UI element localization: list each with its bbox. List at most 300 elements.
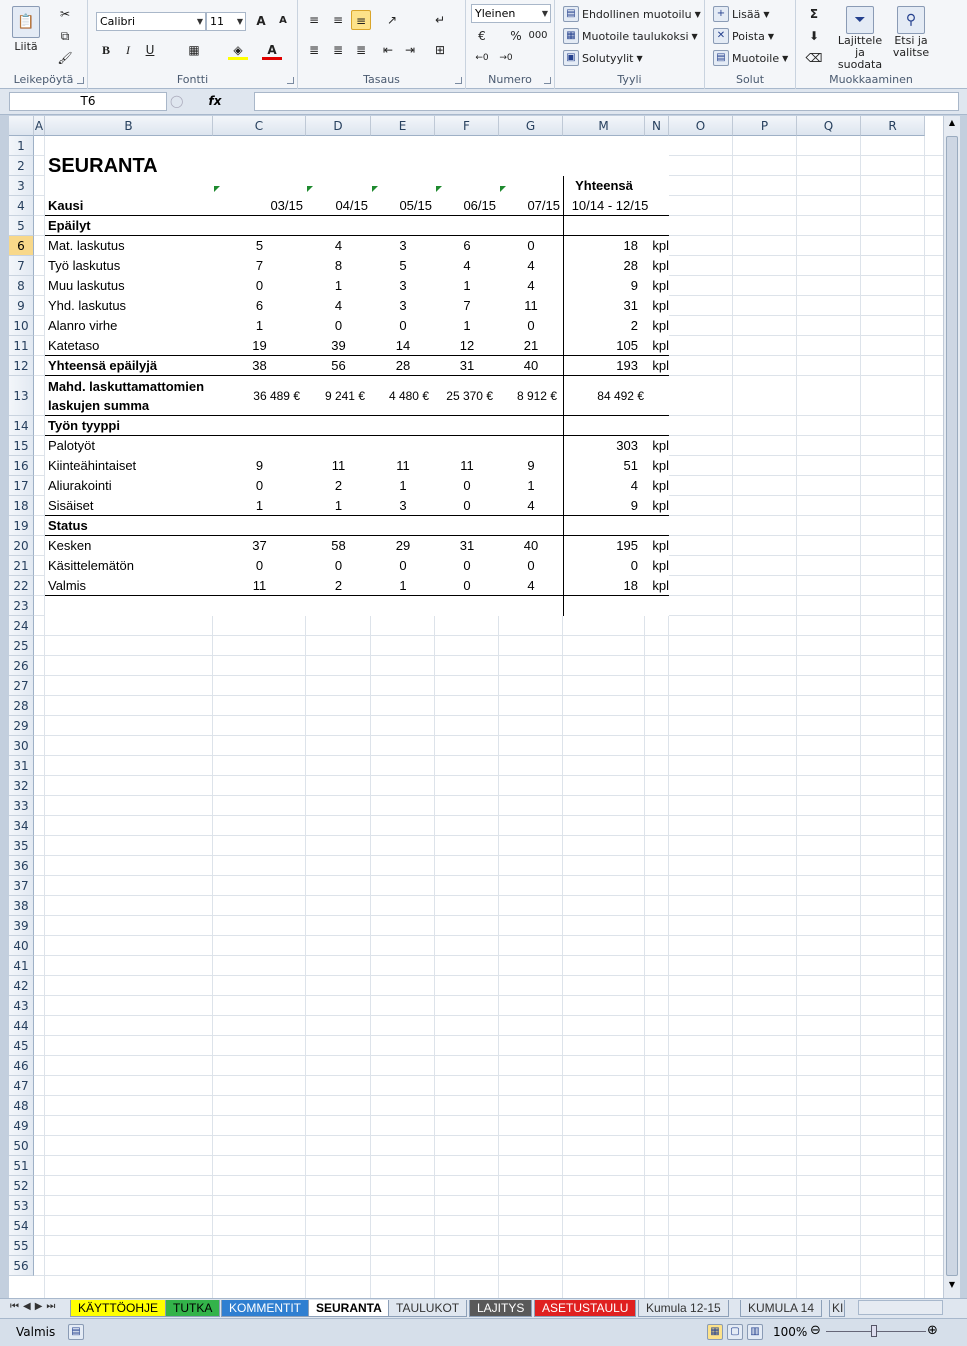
data-row-value[interactable]: 6 [463,238,471,253]
column-header-g[interactable]: G [499,116,563,136]
row-header[interactable]: 35 [9,836,34,856]
data-row-value[interactable]: 39 [331,338,346,353]
data-row-value[interactable]: 9 [255,458,264,473]
data-row-value[interactable]: 6 [255,298,264,313]
data-row-total[interactable]: 9 [630,498,638,513]
fill-icon[interactable]: ⬇ [808,29,820,43]
unit-label[interactable]: kpl [652,478,669,493]
period-header[interactable]: 04/15 [335,198,368,213]
row-header[interactable]: 18 [9,496,34,516]
data-row-value[interactable]: 3 [399,278,407,293]
data-row-value[interactable] [502,436,560,456]
row-header[interactable]: 21 [9,556,34,576]
data-row-value[interactable]: 1 [255,318,264,333]
row-header[interactable]: 54 [9,1216,34,1236]
row-header[interactable]: 7 [9,256,34,276]
thousands-button[interactable]: 000 [528,30,548,41]
row-header[interactable]: 52 [9,1176,34,1196]
gridline [34,1175,943,1176]
row-header[interactable]: 32 [9,776,34,796]
row-header[interactable]: 19 [9,516,34,536]
data-row-total[interactable]: 303 [616,438,638,453]
macro-record-icon[interactable]: ▤ [68,1324,84,1340]
data-row-label[interactable]: Alanro virhe [48,318,118,333]
data-row-value[interactable]: 0 [463,558,471,573]
scroll-down-icon[interactable]: ▼ [948,1280,956,1289]
alignment-dialog-launcher[interactable] [455,77,462,84]
data-row-label[interactable]: Valmis [48,578,87,593]
unbilled-value[interactable]: 4 480 € [388,389,429,403]
data-row-value[interactable]: 3 [399,298,407,313]
tab-taulukot[interactable]: TAULUKOT [388,1300,467,1317]
total-header[interactable]: Yhteensä [575,178,633,193]
data-row-label[interactable]: Kesken [48,538,92,553]
data-row-label[interactable]: Mat. laskutus [48,238,125,253]
align-top-icon[interactable]: ≡ [308,13,320,27]
total-row-value[interactable]: 56 [331,358,346,373]
total-row-label[interactable]: Yhteensä epäilyjä [48,358,158,373]
unit-label[interactable]: kpl [652,578,669,593]
data-row-value[interactable]: 0 [255,478,264,493]
row-header[interactable]: 4 [9,196,34,216]
tab-seuranta[interactable]: SEURANTA [308,1300,390,1317]
total-row-value[interactable]: 28 [395,358,411,373]
data-row-value[interactable]: 0 [255,278,264,293]
tab-lajitys[interactable]: LAJITYS [469,1300,532,1317]
total-row-total[interactable]: 193 [616,358,638,373]
data-row-value[interactable]: 4 [527,278,535,293]
row-header[interactable]: 6 [9,236,34,256]
row-header[interactable]: 14 [9,416,34,436]
conditional-formatting-button[interactable]: ▤ Ehdollinen muotoilu ▼ [563,6,701,22]
borders-icon[interactable]: ▦ [188,43,200,57]
data-row-value[interactable]: 29 [395,538,411,553]
name-box[interactable]: T6 [9,92,167,111]
font-color-icon[interactable]: A [262,40,282,60]
row-header[interactable]: 34 [9,816,34,836]
data-row-value[interactable]: 1 [255,498,264,513]
column-header-f[interactable]: F [435,116,499,136]
cell-styles-button[interactable]: ▣ Solutyylit ▼ [563,50,643,66]
data-row-value[interactable]: 0 [334,318,343,333]
section-title[interactable]: Epäilyt [48,218,91,233]
clipboard-dialog-launcher[interactable] [77,77,84,84]
paste-label: Liitä [14,40,38,53]
row-header[interactable]: 39 [9,916,34,936]
period-header[interactable]: 07/15 [527,198,560,213]
row-header[interactable]: 44 [9,1016,34,1036]
data-row-value[interactable]: 4 [527,498,535,513]
horizontal-scrollbar[interactable] [858,1300,943,1315]
row-header[interactable]: 12 [9,356,34,376]
percent-button[interactable]: % [510,29,522,43]
page-break-icon[interactable]: ▥ [747,1324,763,1340]
gridline [34,1275,943,1276]
data-row-value[interactable]: 1 [399,578,407,593]
unbilled-total[interactable]: 84 492 € [597,389,644,403]
section-title[interactable]: Status [48,518,88,533]
insert-function-button[interactable] [170,92,252,111]
column-header-n[interactable]: N [645,116,669,136]
data-row-label[interactable]: Työ laskutus [48,258,121,273]
data-row-value[interactable]: 0 [463,578,471,593]
row-header[interactable]: 55 [9,1236,34,1256]
table-icon: ▦ [563,28,579,44]
row-header[interactable]: 8 [9,276,34,296]
data-row-value[interactable]: 5 [255,238,264,253]
data-row-value[interactable] [309,436,368,456]
format-cells-button[interactable]: ▤ Muotoile ▼ [713,50,788,66]
column-header-r[interactable]: R [861,116,925,136]
worksheet-grid[interactable] [9,116,943,1298]
underline-button[interactable]: U [145,43,155,57]
total-row-value[interactable]: 38 [252,358,267,373]
increase-indent-icon[interactable]: ⇥ [404,43,416,57]
shrink-font-icon[interactable]: A [279,15,287,26]
unbilled-value[interactable]: 8 912 € [516,389,557,403]
data-row-value[interactable]: 2 [334,478,343,493]
table-border [45,515,669,516]
delete-button[interactable]: ✕ Poista ▼ [713,28,774,44]
row-header[interactable]: 38 [9,896,34,916]
sort-filter-button[interactable] [834,6,886,71]
font-name-combo[interactable]: Calibri ▼ [96,12,206,31]
data-row-value[interactable]: 19 [252,338,267,353]
row-header[interactable]: 37 [9,876,34,896]
scroll-thumb[interactable] [946,136,958,1276]
row-header[interactable]: 3 [9,176,34,196]
row-header[interactable]: 42 [9,976,34,996]
column-header-m[interactable]: M [563,116,645,136]
vertical-scrollbar[interactable] [943,116,960,1298]
row-header[interactable]: 43 [9,996,34,1016]
tab-tutka[interactable]: TUTKA [165,1300,220,1317]
column-header-c[interactable]: C [213,116,306,136]
row-header[interactable]: 41 [9,956,34,976]
formula-input[interactable] [254,92,959,111]
data-row-label[interactable]: Katetaso [48,338,100,353]
column-header-b[interactable]: B [45,116,213,136]
data-row-value[interactable]: 1 [463,318,471,333]
total-row-value[interactable]: 31 [459,358,475,373]
data-row-value[interactable]: 0 [463,498,471,513]
align-center-icon[interactable]: ≣ [332,43,344,57]
wrap-text-icon[interactable]: ↵ [434,13,446,27]
data-row-label[interactable]: Kiinteähintaiset [48,458,137,473]
format-as-table-button[interactable]: ▦ Muotoile taulukoksi ▼ [563,28,698,44]
unit-label[interactable]: kpl [652,278,669,293]
gridline [34,715,943,716]
paste-button[interactable] [12,6,40,53]
data-row-label[interactable]: Palotyöt [48,438,95,453]
data-row-total[interactable]: 2 [630,318,638,333]
row-header[interactable]: 49 [9,1116,34,1136]
unit-label[interactable]: kpl [652,338,669,353]
normal-view-icon[interactable]: ▦ [707,1324,723,1340]
data-row-total[interactable]: 18 [623,238,638,253]
note-indicator [436,186,442,192]
table-border [45,235,669,236]
data-row-value[interactable]: 4 [527,258,535,273]
data-row-value[interactable]: 12 [459,338,475,353]
data-row-value[interactable]: 11 [396,458,410,473]
tab-asetustaulu[interactable]: ASETUSTAULU [534,1300,636,1317]
data-row-value[interactable]: 3 [399,238,407,253]
row-header[interactable]: 17 [9,476,34,496]
column-header-e[interactable]: E [371,116,435,136]
tab-ki[interactable]: KI [829,1300,845,1317]
select-all-corner[interactable] [9,116,34,136]
number-format-combo[interactable]: Yleinen ▼ [471,4,551,23]
gridline [34,775,943,776]
data-row-label[interactable]: Aliurakointi [48,478,112,493]
align-left-icon[interactable]: ≣ [308,43,320,57]
grow-font-icon[interactable]: A [256,14,266,28]
unit-label[interactable]: kpl [652,298,669,313]
period-header[interactable]: 03/15 [270,198,303,213]
unit-label[interactable]: kpl [652,458,669,473]
gridline [34,1035,943,1036]
row-header[interactable]: 56 [9,1256,34,1276]
unbilled-value[interactable]: 25 370 € [446,389,493,403]
unit-label[interactable]: kpl [652,258,669,273]
data-row-label[interactable]: Sisäiset [48,498,94,513]
row-header[interactable]: 36 [9,856,34,876]
data-row-value[interactable]: 1 [334,278,343,293]
align-right-icon[interactable]: ≣ [355,43,367,57]
row-header[interactable]: 50 [9,1136,34,1156]
zoom-slider-thumb[interactable] [871,1325,877,1337]
data-row-value[interactable]: 4 [527,578,535,593]
row-header[interactable]: 15 [9,436,34,456]
row-header[interactable]: 28 [9,696,34,716]
data-row-value[interactable]: 11 [252,578,267,593]
total-period[interactable]: 10/14 - 12/15 [571,198,649,213]
data-row-value[interactable]: 2 [334,578,343,593]
row-header[interactable]: 23 [9,596,34,616]
row-header[interactable]: 26 [9,656,34,676]
data-row-value[interactable]: 4 [463,258,471,273]
data-row-value[interactable]: 7 [463,298,471,313]
tab-käyttöohje[interactable]: KÄYTTÖOHJE [70,1300,166,1317]
gridline [34,1215,943,1216]
data-row-value[interactable]: 11 [331,458,346,473]
row-header[interactable]: 46 [9,1056,34,1076]
row-header[interactable]: 45 [9,1036,34,1056]
gridline [34,1075,943,1076]
row-header[interactable]: 24 [9,616,34,636]
find-select-button[interactable] [890,6,932,59]
tab-kumula-14[interactable]: KUMULA 14 [740,1300,822,1317]
unit-label[interactable]: kpl [652,358,669,373]
increase-decimal-icon[interactable]: ←0 [475,53,489,63]
data-row-value[interactable]: 0 [527,558,535,573]
row-header[interactable]: 40 [9,936,34,956]
insert-button[interactable]: + Lisää ▼ [713,6,770,22]
gridline [34,755,943,756]
column-header-a[interactable]: A [34,116,45,136]
total-row-value[interactable]: 40 [523,358,539,373]
cells-group [705,0,796,89]
row-header[interactable]: 47 [9,1076,34,1096]
unit-label[interactable]: kpl [652,318,669,333]
styles-group-label: Tyyli [617,73,642,86]
row-header[interactable]: 1 [9,136,34,156]
font-name-value: Calibri [100,15,136,28]
sheet-title[interactable]: SEURANTA [48,155,158,177]
data-row-value[interactable]: 21 [523,338,539,353]
page-layout-icon[interactable]: ▢ [727,1324,743,1340]
data-row-value[interactable]: 1 [399,478,407,493]
currency-icon[interactable]: € [478,29,486,43]
row-header[interactable]: 20 [9,536,34,556]
row-header[interactable]: 2 [9,156,34,176]
data-row-value[interactable]: 7 [255,258,264,273]
unbilled-label-1[interactable]: Mahd. laskuttamattomien [48,379,205,394]
data-row-value[interactable]: 1 [463,278,471,293]
data-row-value[interactable]: 5 [399,258,407,273]
data-row-label[interactable]: Yhd. laskutus [48,298,127,313]
data-row-value[interactable]: 3 [399,498,407,513]
row-header[interactable]: 13 [9,376,34,416]
data-row-value[interactable]: 0 [399,558,407,573]
row-header[interactable]: 48 [9,1096,34,1116]
data-row-value[interactable]: 0 [463,478,471,493]
period-label[interactable]: Kausi [48,198,84,213]
row-header[interactable]: 25 [9,636,34,656]
row-header[interactable]: 51 [9,1156,34,1176]
row-header[interactable]: 22 [9,576,34,596]
copy-icon[interactable]: ⧉ [60,29,70,43]
unit-label[interactable]: kpl [652,538,669,553]
row-header[interactable]: 27 [9,676,34,696]
data-row-value[interactable]: 1 [527,478,535,493]
row-header[interactable]: 29 [9,716,34,736]
data-row-value[interactable]: 0 [255,558,264,573]
gridline [34,695,943,696]
row-header[interactable]: 53 [9,1196,34,1216]
data-row-total[interactable]: 4 [630,478,638,493]
number-dialog-launcher[interactable] [544,77,551,84]
unbilled-label-2[interactable]: laskujen summa [48,398,150,413]
data-row-total[interactable]: 195 [616,538,638,553]
data-row-value[interactable]: 8 [334,258,343,273]
zoom-in-icon[interactable]: ⊕ [927,1323,938,1338]
tab-navigation-icon[interactable]: ⏮◀▶⏭ [10,1301,60,1312]
row-header[interactable]: 30 [9,736,34,756]
data-row-value[interactable]: 0 [399,318,407,333]
cancel-icon[interactable]: ◯ [170,94,184,108]
column-header-p[interactable]: P [733,116,797,136]
scroll-up-icon[interactable]: ▲ [948,118,956,127]
cell-styles-label: Solutyylit [582,51,634,65]
status-ready: Valmis [16,1325,56,1339]
unit-label[interactable]: kpl [652,438,669,453]
unit-label[interactable]: kpl [652,558,669,573]
row-header[interactable]: 33 [9,796,34,816]
column-header-q[interactable]: Q [797,116,861,136]
data-row-value[interactable]: 1 [334,498,343,513]
data-row-total[interactable]: 51 [623,458,638,473]
data-row-value[interactable]: 0 [527,318,535,333]
tab-kommentit[interactable]: KOMMENTIT [221,1300,309,1317]
row-header[interactable]: 5 [9,216,34,236]
column-header-o[interactable]: O [669,116,733,136]
data-row-value[interactable]: 4 [334,298,343,313]
merge-center-icon[interactable]: ⊞ [434,43,446,57]
data-row-value[interactable]: 0 [527,238,535,253]
period-header[interactable]: 05/15 [399,198,432,213]
font-size-combo[interactable]: 11 ▼ [206,12,246,31]
cut-icon[interactable]: ✂ [59,7,71,21]
data-row-value[interactable]: 11 [460,458,474,473]
unbilled-value[interactable]: 9 241 € [324,389,365,403]
unit-label[interactable]: kpl [652,238,669,253]
data-row-value[interactable] [216,436,303,456]
data-row-value[interactable]: 58 [331,538,346,553]
data-row-value[interactable]: 11 [524,298,538,313]
row-header[interactable]: 10 [9,316,34,336]
zoom-out-icon[interactable]: ⊖ [810,1323,821,1338]
gridline [34,895,943,896]
unbilled-value[interactable]: 36 489 € [253,389,300,403]
row-header[interactable]: 11 [9,336,34,356]
row-header[interactable]: 16 [9,456,34,476]
gridline [34,1155,943,1156]
data-row-value[interactable]: 31 [459,538,475,553]
tab-kumula-12-15[interactable]: Kumula 12-15 [638,1300,729,1317]
period-header[interactable]: 06/15 [463,198,496,213]
italic-button[interactable]: I [126,43,130,57]
bold-button[interactable]: B [101,43,110,57]
data-row-value[interactable]: 0 [334,558,343,573]
data-row-total[interactable]: 28 [623,258,638,273]
text-orientation-icon[interactable]: ↗ [386,13,398,27]
data-row-value[interactable]: 9 [527,458,535,473]
autosum-icon[interactable]: Σ [809,7,819,21]
data-row-total[interactable]: 31 [623,298,638,313]
data-row-total[interactable]: 0 [630,558,638,573]
section-title[interactable]: Työn tyyppi [48,418,120,433]
decrease-indent-icon[interactable]: ⇤ [382,43,394,57]
align-bottom-icon[interactable]: ≡ [351,10,371,30]
font-dialog-launcher[interactable] [287,77,294,84]
column-header-d[interactable]: D [306,116,371,136]
row-header[interactable]: 31 [9,756,34,776]
data-row-value[interactable] [438,436,496,456]
clipboard-group [0,0,88,89]
data-row-total[interactable]: 18 [623,578,638,593]
data-row-value[interactable]: 4 [334,238,343,253]
align-middle-icon[interactable]: ≡ [332,13,344,27]
row-header[interactable]: 9 [9,296,34,316]
data-row-total[interactable]: 105 [616,338,638,353]
decrease-decimal-icon[interactable]: →0 [499,53,513,63]
data-row-value[interactable]: 14 [395,338,411,353]
zoom-level[interactable]: 100% [773,1325,808,1339]
data-row-value[interactable] [374,436,432,456]
data-row-label[interactable]: Muu laskutus [48,278,125,293]
unit-label[interactable]: kpl [652,498,669,513]
data-row-value[interactable]: 40 [523,538,539,553]
format-painter-icon[interactable]: 🖌 [57,51,73,65]
data-row-total[interactable]: 9 [630,278,638,293]
clear-icon[interactable]: ⌫ [805,51,823,65]
fill-color-icon[interactable]: ◈ [228,40,248,60]
data-row-label[interactable]: Käsittelemätön [48,558,134,573]
data-row-value[interactable]: 37 [252,538,267,553]
table-border [45,215,669,216]
